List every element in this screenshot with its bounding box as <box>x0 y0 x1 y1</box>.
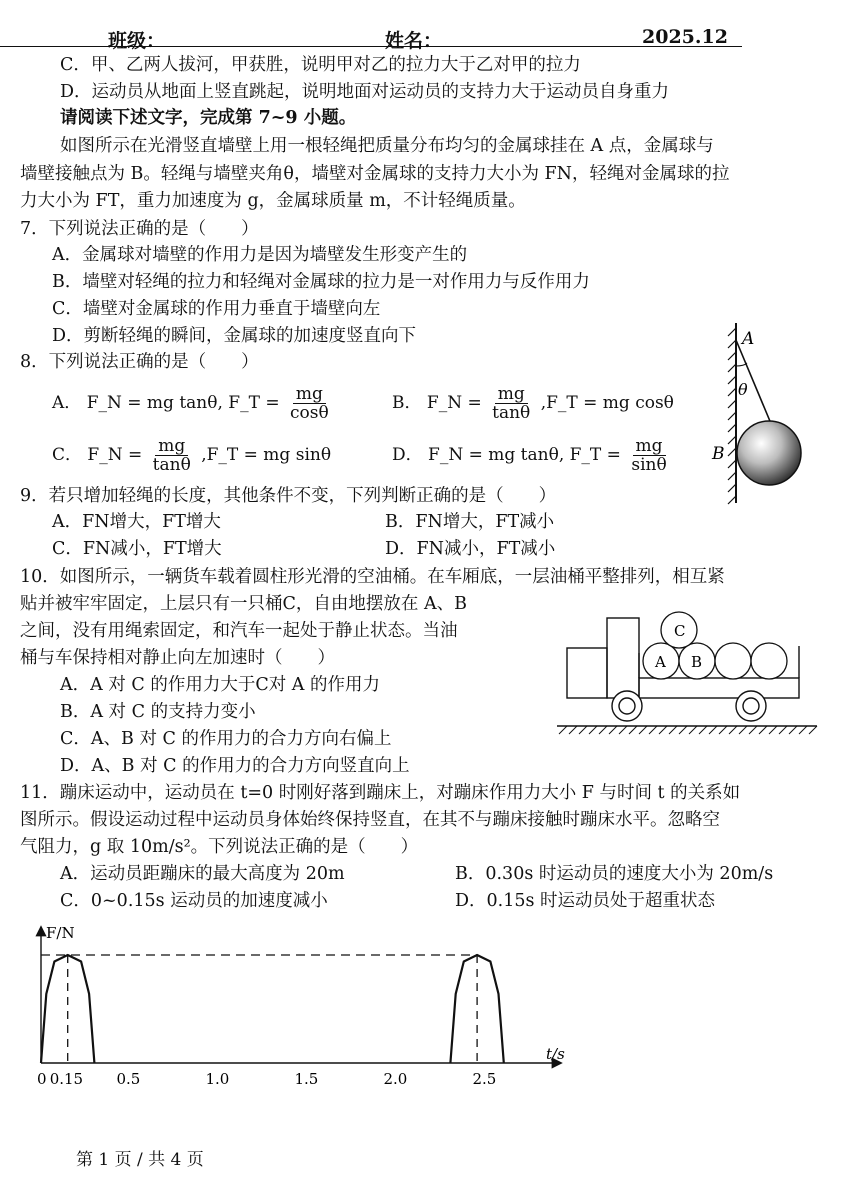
q11-line-1: 11．蹦床运动中，运动员在 t=0 时刚好落到蹦床上，对蹦床作用力大小 F 与时间 t 的关系如 <box>20 783 741 803</box>
q10-line-2: 贴并被牢牢固定，上层只有一只桶C，自由地摆放在 A、B <box>20 594 467 614</box>
x-tick-label: 2.5 <box>472 1070 497 1088</box>
x-tick-label: 1.5 <box>294 1070 319 1088</box>
x-tick-label: 0.5 <box>116 1070 141 1088</box>
reading-instruction: 请阅读下述文字，完成第 7~9 小题。 <box>60 108 357 128</box>
reading-line-2: 墙壁接触点为 B。轻绳与墙壁夹角θ，墙壁对金属球的支持力大小为 FN，轻绳对金属球的拉 <box>20 164 730 184</box>
q7-option-d: D．剪断轻绳的瞬间，金属球的加速度竖直向下 <box>52 326 417 346</box>
truck-label-a: A <box>655 653 666 671</box>
q11-option-b: B．0.30s 时运动员的速度大小为 20m/s <box>455 864 774 884</box>
q11-option-c: C．0~0.15s 运动员的加速度减小 <box>60 891 328 911</box>
class-label: 班级： <box>108 30 166 52</box>
q8b-ft: ,F_T = mg cosθ <box>540 393 674 413</box>
label-b: B <box>712 444 725 464</box>
q10-option-a: A．A 对 C 的作用力大于C对 A 的作用力 <box>60 675 381 695</box>
q8d-ft-lhs: F_T = <box>569 445 621 465</box>
x-tick-label: 0.15 <box>49 1070 84 1088</box>
q8a-fraction: $\frac{mg}{\cos\theta}$ <box>289 384 329 423</box>
q11-option-a: A．运动员距蹦床的最大高度为 20m <box>60 864 345 884</box>
q8b-fn-lhs: F_N = <box>426 393 482 413</box>
q7-option-c: C．墙壁对金属球的作用力垂直于墙壁向左 <box>52 299 381 319</box>
q9-option-a: A．FN增大，FT增大 <box>52 512 221 532</box>
reading-line-1: 如图所示在光滑竖直墙壁上用一根轻绳把质量分布均匀的金属球挂在 A 点，金属球与 <box>60 136 714 156</box>
truck-figure <box>555 608 820 743</box>
q8-stem: 8．下列说法正确的是（ ） <box>20 352 259 372</box>
q8d-fn: F_N = mg tanθ, <box>428 445 565 465</box>
q8c-fraction: $\frac{mg}{\tan\theta}$ <box>152 436 191 475</box>
q10-option-c: C．A、B 对 C 的作用力的合力方向右偏上 <box>60 729 392 749</box>
label-theta: θ <box>738 380 748 399</box>
q9-option-d: D．FN减小，FT减小 <box>385 539 556 559</box>
q11-option-d: D．0.15s 时运动员处于超重状态 <box>455 891 716 911</box>
q6-option-c: C．甲、乙两人拔河，甲获胜，说明甲对乙的拉力大于乙对甲的拉力 <box>60 55 581 75</box>
q8c-fn-lhs: F_N = <box>87 445 143 465</box>
y-axis-label: F/N <box>46 924 75 942</box>
q7-option-a: A．金属球对墙壁的作用力是因为墙壁发生形变产生的 <box>52 245 468 265</box>
q10-line-1: 10．如图所示，一辆货车载着圆柱形光滑的空油桶。在车厢底，一层油桶平整排列，相互紧 <box>20 567 725 587</box>
q6-option-d: D．运动员从地面上竖直跳起，说明地面对运动员的支持力大于运动员自身重力 <box>60 82 670 102</box>
metal-ball <box>737 421 801 485</box>
q11-line-3: 气阻力，g 取 10m/s²。下列说法正确的是（ ） <box>20 837 419 857</box>
wall-ball-figure <box>700 318 810 508</box>
q8-option-c: C． F_N = $\frac{mg}{\tan\theta}$ ,F_T = mg sinθ <box>52 436 332 475</box>
q9-option-c: C．FN减小，FT增大 <box>52 539 222 559</box>
date: 2025.12 <box>642 26 728 48</box>
truck-label-c: C <box>674 622 686 640</box>
q8a-fn: F_N = mg tanθ, <box>86 393 223 413</box>
q8b-fraction: $\frac{mg}{\tan\theta}$ <box>492 384 531 423</box>
q9-option-b: B．FN增大，FT减小 <box>385 512 555 532</box>
name-label: 姓名： <box>385 30 443 52</box>
label-a: A <box>742 329 755 349</box>
q10-line-3: 之间，没有用绳索固定，和汽车一起处于静止状态。当油 <box>20 621 458 641</box>
q8a-ft-lhs: F_T = <box>228 393 280 413</box>
q8-option-d: D． F_N = mg tanθ, F_T = $\frac{mg}{\sin\theta}$ <box>392 437 672 474</box>
q10-option-d: D．A、B 对 C 的作用力的合力方向竖直向上 <box>60 756 410 776</box>
q10-line-4: 桶与车保持相对静止向左加速时（ ） <box>20 648 335 668</box>
x-tick-label: 2.0 <box>383 1070 408 1088</box>
q7-option-b: B．墙壁对轻绳的拉力和轻绳对金属球的拉力是一对作用力与反作用力 <box>52 272 590 292</box>
reading-line-3: 力大小为 FT，重力加速度为 g，金属球质量 m，不计轻绳质量。 <box>20 191 526 211</box>
q8c-ft: ,F_T = mg sinθ <box>201 445 332 465</box>
q8d-fraction: $\frac{mg}{\sin\theta}$ <box>631 436 667 475</box>
header-rule <box>0 46 742 47</box>
x-tick-label: 1.0 <box>205 1070 230 1088</box>
q10-option-b: B．A 对 C 的支持力变小 <box>60 702 256 722</box>
q7-stem: 7．下列说法正确的是（ ） <box>20 219 259 239</box>
x-tick-label: 0 <box>37 1070 47 1088</box>
q11-line-2: 图所示。假设运动过程中运动员身体始终保持竖直，在其不与蹦床接触时蹦床水平。忽略空 <box>20 810 720 830</box>
force-time-chart <box>20 920 580 1095</box>
q8-option-b: B． F_N = $\frac{mg}{\tan\theta}$ ,F_T = mg cosθ <box>392 384 674 423</box>
truck-label-b: B <box>691 653 703 671</box>
q9-stem: 9．若只增加轻绳的长度，其他条件不变，下列判断正确的是（ ） <box>20 486 557 506</box>
x-axis-label: t/s <box>546 1045 565 1063</box>
page-footer: 第 1 页 / 共 4 页 <box>76 1150 204 1170</box>
q8-option-a: A． F_N = mg tanθ, F_T = $\frac{mg}{\cos\theta}$ <box>52 385 334 422</box>
